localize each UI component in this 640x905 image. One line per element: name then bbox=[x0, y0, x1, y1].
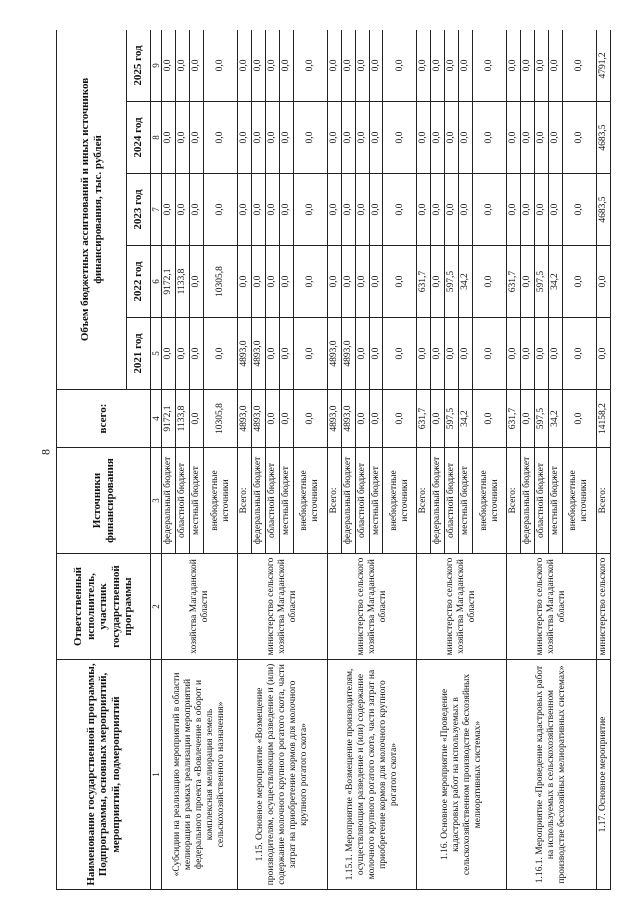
executor-cell: министерство сельского хозяйства Магаданской области bbox=[238, 554, 328, 660]
year-value: 0,0 bbox=[190, 30, 204, 102]
year-value: 0,0 bbox=[341, 246, 355, 318]
year-value: 0,0 bbox=[293, 102, 327, 174]
funding-source: областной бюджет bbox=[176, 448, 190, 554]
year-value: 34,2 bbox=[459, 246, 473, 318]
year-value: 0,0 bbox=[162, 30, 176, 102]
year-value: 4791,2 bbox=[596, 30, 610, 102]
year-value: 0,0 bbox=[369, 174, 383, 246]
funding-source: федеральный бюджет bbox=[162, 448, 176, 554]
year-value: 0,0 bbox=[459, 102, 473, 174]
executor-cell: хозяйства Магаданской области bbox=[162, 554, 238, 660]
year-value: 0,0 bbox=[445, 318, 459, 390]
total-value: 0,0 bbox=[431, 390, 445, 448]
total-value: 631,7 bbox=[507, 390, 521, 448]
measure-name: 1.15.1. Мероприятие «Возмещение производителям, осуществляющим разведение и (или) содержание молочного крупного рогатого скота, части затрат на приобретение кормов для молочного крупного рогатого скота» bbox=[327, 660, 417, 890]
measure-name: 1.17. Основное мероприятие bbox=[596, 660, 610, 890]
year-value: 0,0 bbox=[162, 318, 176, 390]
year-value: 0,0 bbox=[190, 318, 204, 390]
total-value: 4893,0 bbox=[238, 390, 252, 448]
executor-cell: министерство сельского bbox=[596, 554, 610, 660]
year-value: 0,0 bbox=[431, 318, 445, 390]
year-value: 597,5 bbox=[535, 246, 549, 318]
table-body bbox=[162, 30, 610, 890]
year-value: 0,0 bbox=[190, 102, 204, 174]
table-row bbox=[238, 30, 252, 890]
total-value: 0,0 bbox=[369, 390, 383, 448]
column-index: 2 bbox=[151, 554, 162, 660]
total-value: 0,0 bbox=[279, 390, 293, 448]
funding-source: Всего: bbox=[238, 448, 252, 554]
year-value: 0,0 bbox=[279, 174, 293, 246]
year-value: 0,0 bbox=[265, 102, 279, 174]
funding-source: федеральный бюджет bbox=[252, 448, 266, 554]
year-value: 0,0 bbox=[279, 318, 293, 390]
total-value: 4893,0 bbox=[327, 390, 341, 448]
column-index: 5 bbox=[151, 318, 162, 390]
funding-source: областной бюджет bbox=[535, 448, 549, 554]
year-value: 0,0 bbox=[279, 246, 293, 318]
year-value: 0,0 bbox=[238, 30, 252, 102]
header-year: 2024 год bbox=[127, 102, 151, 174]
total-value: 0,0 bbox=[190, 390, 204, 448]
year-value: 0,0 bbox=[355, 318, 369, 390]
year-value: 0,0 bbox=[369, 102, 383, 174]
year-value: 0,0 bbox=[293, 30, 327, 102]
year-value: 0,0 bbox=[238, 102, 252, 174]
header-name: Наименование государственной программы, Подпрограммы, основных мероприятий, мероприятий, подмероприятий bbox=[57, 660, 151, 890]
total-value: 9172,1 bbox=[162, 390, 176, 448]
executor-cell: министерство сельского хозяйства Магаданской области bbox=[507, 554, 597, 660]
year-value: 0,0 bbox=[535, 102, 549, 174]
year-value: 0,0 bbox=[507, 102, 521, 174]
total-value: 597,5 bbox=[535, 390, 549, 448]
funding-source: областной бюджет bbox=[355, 448, 369, 554]
budget-table bbox=[56, 30, 611, 890]
year-value: 0,0 bbox=[176, 30, 190, 102]
column-index: 7 bbox=[151, 174, 162, 246]
year-value: 4683,5 bbox=[596, 102, 610, 174]
funding-source: внебюджетные источники bbox=[473, 448, 507, 554]
year-value: 0,0 bbox=[327, 30, 341, 102]
table-row bbox=[327, 30, 341, 890]
year-value: 0,0 bbox=[431, 30, 445, 102]
year-value: 0,0 bbox=[596, 246, 610, 318]
executor-cell: министерство сельского хозяйства Магаданской области bbox=[417, 554, 507, 660]
header-year: 2022 год bbox=[127, 246, 151, 318]
header-volume: Объем бюджетных ассигнований и иных источников финансирования, тыс. рублей bbox=[57, 30, 127, 390]
year-value: 0,0 bbox=[562, 246, 596, 318]
year-value: 0,0 bbox=[383, 174, 417, 246]
year-value: 0,0 bbox=[252, 174, 266, 246]
year-value: 0,0 bbox=[383, 30, 417, 102]
year-value: 0,0 bbox=[355, 174, 369, 246]
total-value: 4893,0 bbox=[341, 390, 355, 448]
column-index-row bbox=[151, 30, 162, 890]
year-value: 0,0 bbox=[265, 246, 279, 318]
year-value: 0,0 bbox=[327, 102, 341, 174]
year-value: 0,0 bbox=[417, 174, 431, 246]
year-value: 0,0 bbox=[431, 174, 445, 246]
year-value: 0,0 bbox=[562, 30, 596, 102]
year-value: 0,0 bbox=[279, 30, 293, 102]
year-value: 0,0 bbox=[535, 30, 549, 102]
year-value: 0,0 bbox=[521, 246, 535, 318]
total-value: 1133,8 bbox=[176, 390, 190, 448]
year-value: 0,0 bbox=[341, 102, 355, 174]
year-value: 0,0 bbox=[507, 174, 521, 246]
document-page bbox=[56, 30, 626, 890]
year-value: 0,0 bbox=[238, 246, 252, 318]
column-index: 6 bbox=[151, 246, 162, 318]
column-index: 1 bbox=[151, 660, 162, 890]
header-sources: Источники финансирования bbox=[57, 448, 151, 554]
year-value: 0,0 bbox=[204, 318, 238, 390]
year-value: 0,0 bbox=[265, 174, 279, 246]
funding-source: Всего: bbox=[417, 448, 431, 554]
year-value: 0,0 bbox=[279, 102, 293, 174]
year-value: 0,0 bbox=[431, 246, 445, 318]
page-number: 8 bbox=[38, 449, 53, 455]
year-value: 10305,8 bbox=[204, 246, 238, 318]
funding-source: федеральный бюджет bbox=[341, 448, 355, 554]
total-value: 0,0 bbox=[562, 390, 596, 448]
measure-name: 1.16. Основное мероприятие «Проведение кадастровых работ на используемых в сельскохозяйственном производстве бесхозяйных мелиоративных системах» bbox=[417, 660, 507, 890]
year-value: 0,0 bbox=[383, 102, 417, 174]
total-value: 4893,0 bbox=[252, 390, 266, 448]
funding-source: местный бюджет bbox=[548, 448, 562, 554]
year-value: 0,0 bbox=[204, 102, 238, 174]
total-value: 0,0 bbox=[521, 390, 535, 448]
year-value: 0,0 bbox=[341, 174, 355, 246]
year-value: 0,0 bbox=[548, 318, 562, 390]
total-value: 0,0 bbox=[355, 390, 369, 448]
funding-source: областной бюджет bbox=[265, 448, 279, 554]
year-value: 631,7 bbox=[507, 246, 521, 318]
year-value: 0,0 bbox=[548, 174, 562, 246]
funding-source: внебюджетные источники bbox=[204, 448, 238, 554]
total-value: 0,0 bbox=[383, 390, 417, 448]
funding-source: федеральный бюджет bbox=[431, 448, 445, 554]
year-value: 0,0 bbox=[535, 318, 549, 390]
year-value: 0,0 bbox=[355, 30, 369, 102]
year-value: 0,0 bbox=[445, 102, 459, 174]
funding-source: местный бюджет bbox=[279, 448, 293, 554]
total-value: 0,0 bbox=[265, 390, 279, 448]
year-value: 0,0 bbox=[293, 318, 327, 390]
year-value: 0,0 bbox=[355, 246, 369, 318]
year-value: 0,0 bbox=[507, 30, 521, 102]
year-value: 0,0 bbox=[162, 102, 176, 174]
year-value: 0,0 bbox=[252, 246, 266, 318]
year-value: 0,0 bbox=[417, 102, 431, 174]
year-value: 0,0 bbox=[445, 30, 459, 102]
year-value: 0,0 bbox=[535, 174, 549, 246]
year-value: 4683,5 bbox=[596, 174, 610, 246]
total-value: 631,7 bbox=[417, 390, 431, 448]
year-value: 0,0 bbox=[473, 30, 507, 102]
year-value: 4893,0 bbox=[327, 318, 341, 390]
column-index: 9 bbox=[151, 30, 162, 102]
year-value: 4893,0 bbox=[341, 318, 355, 390]
year-value: 0,0 bbox=[562, 318, 596, 390]
year-value: 0,0 bbox=[473, 174, 507, 246]
measure-name: «Субсидии на реализацию мероприятий в области мелиорации в рамках реализации мероприятий федерального проекта «Вовлечение в оборот и комплексная мелиорация земель сельскохозяйственного назначения» bbox=[162, 660, 238, 890]
year-value: 0,0 bbox=[238, 174, 252, 246]
table-row bbox=[507, 30, 521, 890]
total-value: 34,2 bbox=[459, 390, 473, 448]
year-value: 0,0 bbox=[562, 102, 596, 174]
year-value: 0,0 bbox=[176, 318, 190, 390]
measure-name: 1.15. Основное мероприятие «Возмещение производителям, осуществляющим разведение и (или) содержание молочного крупного рогатого скота, части затрат на приобретение кормов для молочного крупного рогатого скота» bbox=[238, 660, 328, 890]
year-value: 0,0 bbox=[341, 30, 355, 102]
year-value: 9172,1 bbox=[162, 246, 176, 318]
year-value: 0,0 bbox=[204, 174, 238, 246]
year-value: 0,0 bbox=[459, 318, 473, 390]
year-value: 0,0 bbox=[369, 30, 383, 102]
year-value: 0,0 bbox=[521, 30, 535, 102]
year-value: 0,0 bbox=[459, 174, 473, 246]
column-index: 4 bbox=[151, 390, 162, 448]
measure-name: 1.16.1. Мероприятие «Проведение кадастровых работ на используемых в сельскохозяйственном производстве бесхозяйных мелиоративных системах» bbox=[507, 660, 597, 890]
year-value: 0,0 bbox=[417, 30, 431, 102]
year-value: 0,0 bbox=[473, 318, 507, 390]
year-value: 0,0 bbox=[204, 30, 238, 102]
funding-source: областной бюджет bbox=[445, 448, 459, 554]
year-value: 34,2 bbox=[548, 246, 562, 318]
year-value: 0,0 bbox=[562, 174, 596, 246]
year-value: 0,0 bbox=[596, 318, 610, 390]
year-value: 0,0 bbox=[473, 102, 507, 174]
column-index: 3 bbox=[151, 448, 162, 554]
year-value: 0,0 bbox=[473, 246, 507, 318]
total-value: 0,0 bbox=[293, 390, 327, 448]
header-executor: Ответственный исполнитель, участник государственной программы bbox=[57, 554, 151, 660]
column-index: 8 bbox=[151, 102, 162, 174]
year-value: 0,0 bbox=[176, 102, 190, 174]
year-value: 4893,0 bbox=[238, 318, 252, 390]
year-value: 0,0 bbox=[327, 246, 341, 318]
rotated-table-area bbox=[56, 30, 626, 890]
year-value: 0,0 bbox=[190, 174, 204, 246]
year-value: 0,0 bbox=[293, 246, 327, 318]
year-value: 0,0 bbox=[507, 318, 521, 390]
funding-source: внебюджетные источники bbox=[562, 448, 596, 554]
year-value: 0,0 bbox=[369, 318, 383, 390]
funding-source: Всего: bbox=[596, 448, 610, 554]
year-value: 1133,8 bbox=[176, 246, 190, 318]
table-row bbox=[162, 30, 176, 890]
year-value: 0,0 bbox=[459, 30, 473, 102]
funding-source: местный бюджет bbox=[369, 448, 383, 554]
year-value: 0,0 bbox=[383, 318, 417, 390]
year-value: 597,5 bbox=[445, 246, 459, 318]
year-value: 4893,0 bbox=[252, 318, 266, 390]
year-value: 0,0 bbox=[162, 174, 176, 246]
table-row bbox=[417, 30, 431, 890]
funding-source: внебюджетные источники bbox=[293, 448, 327, 554]
year-value: 0,0 bbox=[369, 246, 383, 318]
year-value: 0,0 bbox=[265, 318, 279, 390]
total-value: 14158,2 bbox=[596, 390, 610, 448]
year-value: 0,0 bbox=[548, 30, 562, 102]
total-value: 10305,8 bbox=[204, 390, 238, 448]
year-value: 631,7 bbox=[417, 246, 431, 318]
year-value: 0,0 bbox=[431, 102, 445, 174]
funding-source: федеральный бюджет bbox=[521, 448, 535, 554]
header-year: 2021 год bbox=[127, 318, 151, 390]
header-year: 2025 год bbox=[127, 30, 151, 102]
executor-cell: министерство сельского хозяйства Магаданской области bbox=[327, 554, 417, 660]
year-value: 0,0 bbox=[445, 174, 459, 246]
year-value: 0,0 bbox=[265, 30, 279, 102]
year-value: 0,0 bbox=[521, 174, 535, 246]
total-value: 34,2 bbox=[548, 390, 562, 448]
funding-source: Всего: bbox=[507, 448, 521, 554]
year-value: 0,0 bbox=[521, 102, 535, 174]
year-value: 0,0 bbox=[252, 102, 266, 174]
year-value: 0,0 bbox=[327, 174, 341, 246]
funding-source: местный бюджет bbox=[190, 448, 204, 554]
year-value: 0,0 bbox=[355, 102, 369, 174]
funding-source: внебюджетные источники bbox=[383, 448, 417, 554]
funding-source: Всего: bbox=[327, 448, 341, 554]
year-value: 0,0 bbox=[417, 318, 431, 390]
year-value: 0,0 bbox=[521, 318, 535, 390]
year-value: 0,0 bbox=[548, 102, 562, 174]
funding-source: местный бюджет bbox=[459, 448, 473, 554]
year-value: 0,0 bbox=[190, 246, 204, 318]
year-value: 0,0 bbox=[252, 30, 266, 102]
header-total: всего: bbox=[57, 390, 151, 448]
year-value: 0,0 bbox=[176, 174, 190, 246]
year-value: 0,0 bbox=[383, 246, 417, 318]
total-value: 597,5 bbox=[445, 390, 459, 448]
year-value: 0,0 bbox=[293, 174, 327, 246]
total-value: 0,0 bbox=[473, 390, 507, 448]
header-year: 2023 год bbox=[127, 174, 151, 246]
table-row bbox=[596, 30, 610, 890]
